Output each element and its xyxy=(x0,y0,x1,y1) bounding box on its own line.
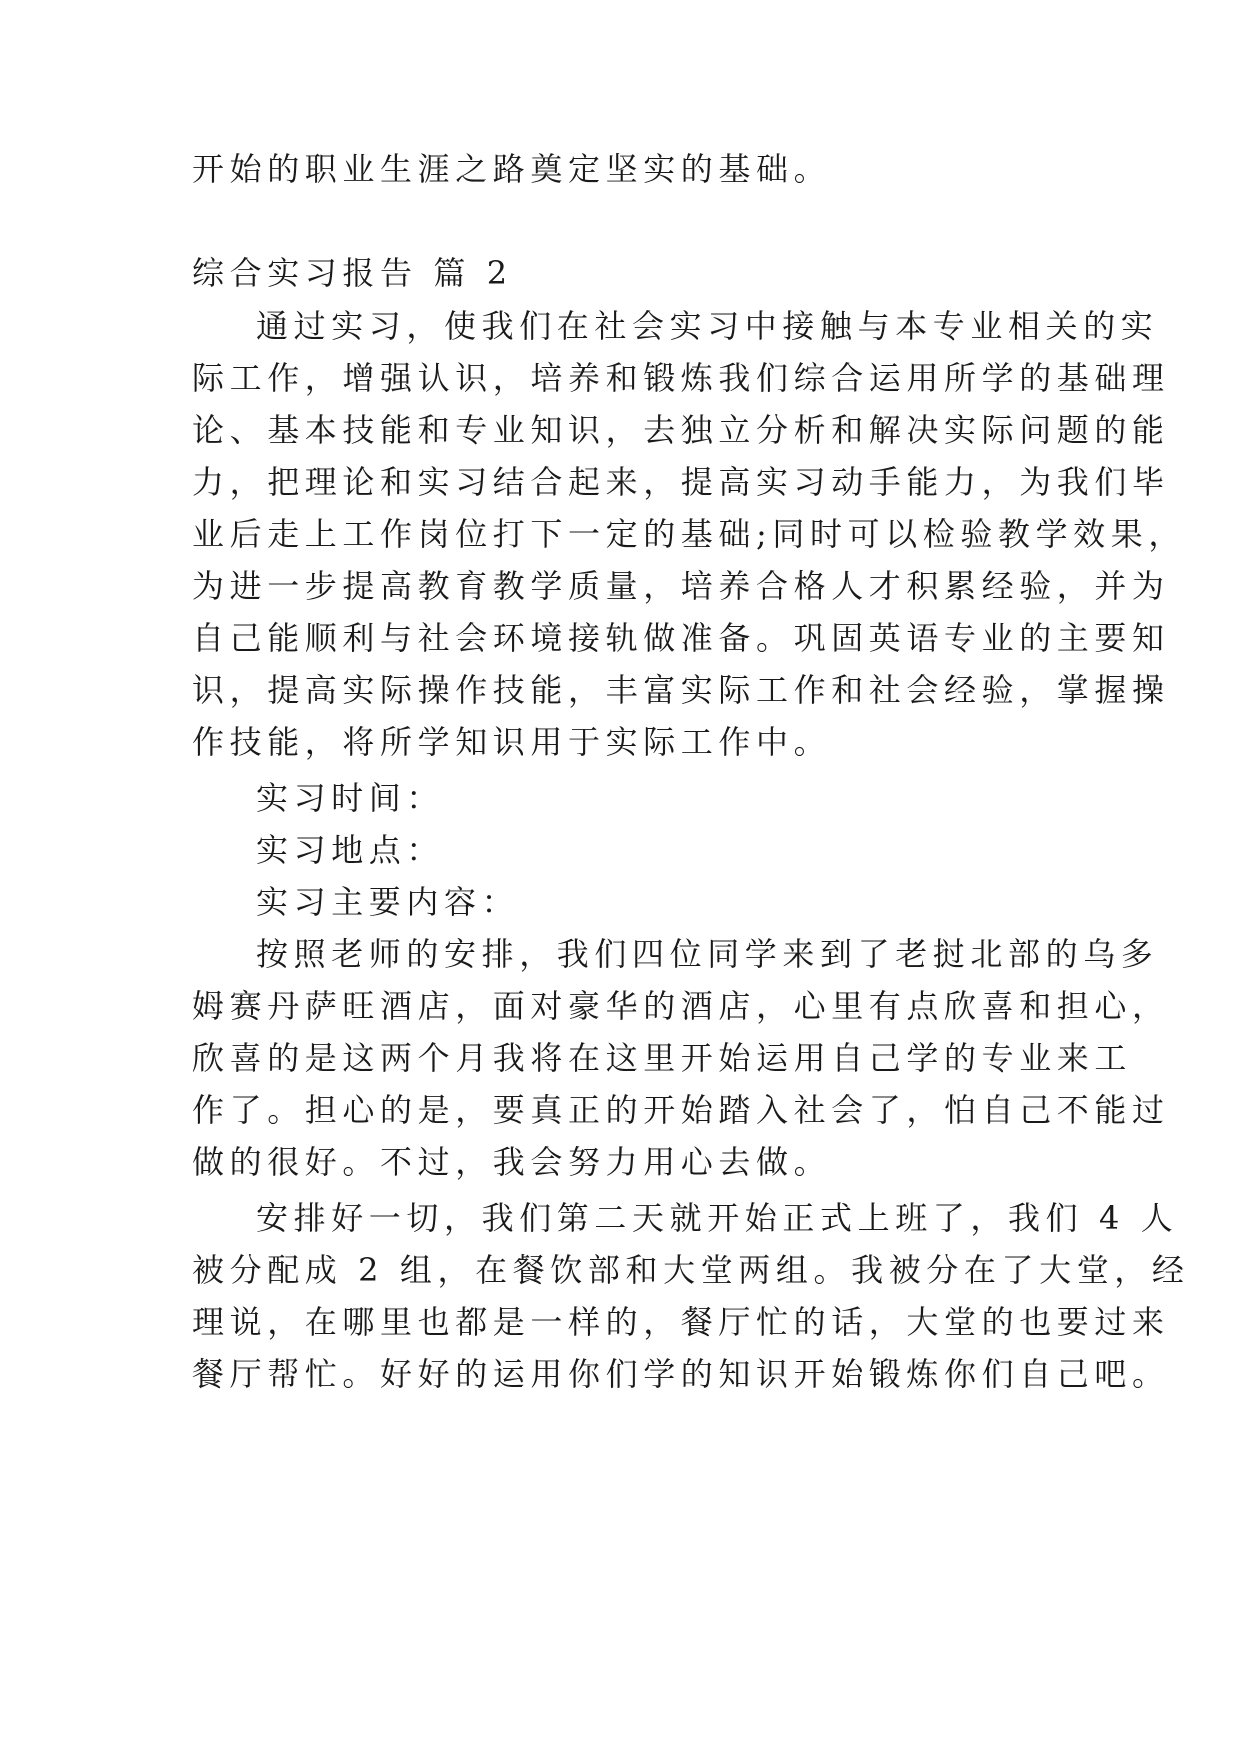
paragraph-line: 际工作，增强认识，培养和锻炼我们综合运用所学的基础理 xyxy=(192,359,1170,397)
paragraph-line: 作了。担心的是，要真正的开始踏入社会了，怕自己不能过 xyxy=(192,1091,1170,1129)
internship-time-label: 实习时间： xyxy=(256,779,445,817)
section-heading: 综合实习报告 篇 2 xyxy=(192,254,513,292)
paragraph-line: 业后走上工作岗位打下一定的基础;同时可以检验教学效果， xyxy=(192,515,1186,553)
internship-place-label: 实习地点： xyxy=(256,831,445,869)
previous-section-tail: 开始的职业生涯之路奠定坚实的基础。 xyxy=(192,150,832,188)
paragraph-line: 识，提高实际操作技能，丰富实际工作和社会经验，掌握操 xyxy=(192,671,1170,709)
paragraph-line: 理说，在哪里也都是一样的，餐厅忙的话，大堂的也要过来 xyxy=(192,1303,1170,1341)
paragraph-line: 论、基本技能和专业知识，去独立分析和解决实际问题的能 xyxy=(192,411,1170,449)
paragraph-line: 被分配成 2 组，在餐饮部和大堂两组。我被分在了大堂，经 xyxy=(192,1251,1190,1289)
paragraph-line: 欣喜的是这两个月我将在这里开始运用自己学的专业来工 xyxy=(192,1039,1133,1077)
paragraph-line: 作技能，将所学知识用于实际工作中。 xyxy=(192,723,832,761)
paragraph-line: 通过实习，使我们在社会实习中接触与本专业相关的实 xyxy=(256,307,1159,345)
paragraph-line: 安排好一切，我们第二天就开始正式上班了，我们 4 人 xyxy=(256,1199,1179,1237)
paragraph-line: 按照老师的安排，我们四位同学来到了老挝北部的乌多 xyxy=(256,935,1159,973)
paragraph-line: 做的很好。不过，我会努力用心去做。 xyxy=(192,1143,832,1181)
internship-content-label: 实习主要内容： xyxy=(256,883,520,921)
paragraph-line: 姆赛丹萨旺酒店，面对豪华的酒店，心里有点欣喜和担心， xyxy=(192,987,1170,1025)
paragraph-line: 力，把理论和实习结合起来，提高实习动手能力，为我们毕 xyxy=(192,463,1170,501)
paragraph-line: 为进一步提高教育教学质量，培养合格人才积累经验，并为 xyxy=(192,567,1170,605)
paragraph-line: 自己能顺利与社会环境接轨做准备。巩固英语专业的主要知 xyxy=(192,619,1170,657)
paragraph-line: 餐厅帮忙。好好的运用你们学的知识开始锻炼你们自己吧。 xyxy=(192,1355,1170,1393)
